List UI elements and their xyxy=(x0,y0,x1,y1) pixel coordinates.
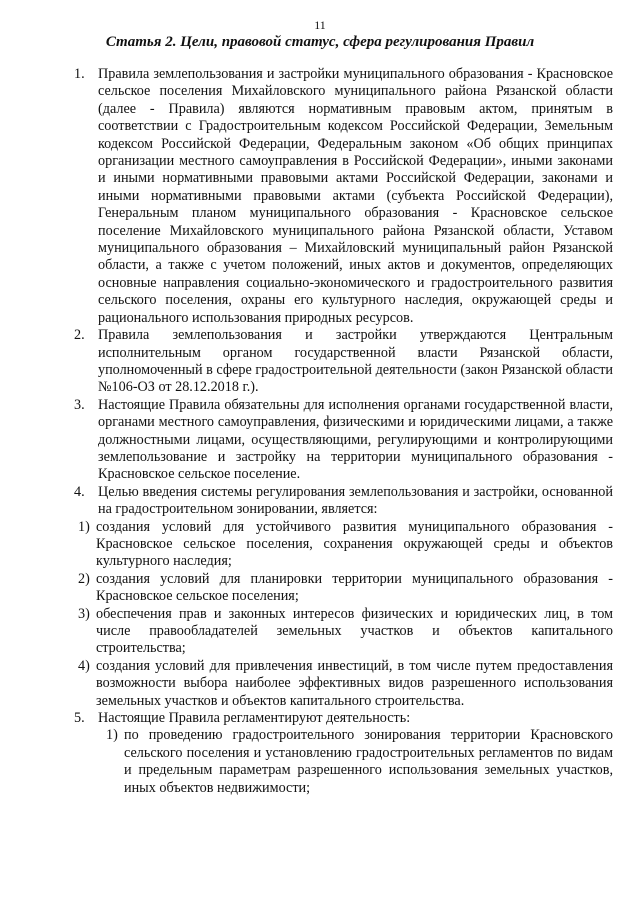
sub-item-number: 3) xyxy=(78,605,90,622)
article-heading: Статья 2. Цели, правовой статус, сфера регулирования Правил xyxy=(105,34,535,50)
list-item-3 xyxy=(74,396,613,484)
sub-list-4 xyxy=(78,519,613,710)
sub-item-text: обеспечения прав и законных интересов физических и юридических лиц, в том числе правообладателей земельных участков и объектов капитального строительства; xyxy=(96,605,613,657)
list-item-1 xyxy=(74,66,613,327)
sub-item-number: 1) xyxy=(106,727,118,744)
item-text: Настоящие Правила обязательны для исполнения органами государственной власти, органами местного самоуправления, физическими и юридическими лицами, а также должностными лицами, осуществляющими, регулирующими и контролирующими землепользование и застройку на территории муниципального образования - Красновское сельское поселение. xyxy=(98,396,613,483)
item-number: 4. xyxy=(74,483,85,500)
sub-item-text: по проведению градостроительного зонирования территории Красновского сельского поселения и установлению градостроительных регламентов по видам и предельным параметрам разрешенного использования земельных участков, иных объектов недвижимости; xyxy=(124,727,613,796)
sub-item-4-3 xyxy=(78,606,613,658)
sub-item-text: создания условий для устойчивого развития муниципального образования - Красновское сельское поселения, сохранения окружающей среды и объектов культурного наследия; xyxy=(96,518,613,570)
sub-item-number: 2) xyxy=(78,570,90,587)
item-text: Правила землепользования и застройки муниципального образования - Красновское сельское поселения Михайловского муниципального района Рязанской области (далее - Правила) являются нормативным правовым актом, принятым в соответствии с Градостроительным кодексом Российской Федерации, Земельным кодексом Российской Федерации, Федеральным законом «Об общих принципах организации местного самоуправления в Российской Федерации», иными законами и иными нормативными правовыми актами Российской Федерации, законами и иными нормативными правовыми актами (субъекта Российской Федерации), Генеральным планом муниципального образования - Красновское сельское поселение Михайловского муниципального района Рязанской области, Уставом муниципального образования – Михайловский муниципальный район Рязанской области, а также с учетом положений, иных актов и документов, определяющих основные направления социально-экономического и градостроительного развития сельского поселения, охраны его культурного наследия, окружающей среды и рационального использования природных ресурсов. xyxy=(98,66,613,326)
item-number: 5. xyxy=(74,710,85,727)
page-number: 11 xyxy=(314,18,326,32)
list-item-5 xyxy=(74,710,613,727)
sub-item-number: 1) xyxy=(78,518,90,535)
sub-item-number: 4) xyxy=(78,657,90,674)
sub-item-text: создания условий для привлечения инвестиций, в том числе путем предоставления возможности выбора наиболее эффективных видов разрешенного использования земельных участков и объектов капитального строительства. xyxy=(96,657,613,709)
sub-item-4-2 xyxy=(78,571,613,606)
list-item-4 xyxy=(74,483,613,519)
item-text: Правила землепользования и застройки утверждаются Центральным исполнительным органом государственной власти Рязанской области, уполномоченный в сфере градостроительной деятельности (закон Рязанской области №106-ОЗ от 28.12.2018 г.). xyxy=(98,327,613,396)
item-number: 2. xyxy=(74,327,85,344)
list-item-2 xyxy=(74,327,613,397)
item-text: Целью введения системы регулирования землепользования и застройки, основанной на градостроительном зонировании, является: xyxy=(98,483,613,518)
sub-list-5 xyxy=(78,727,613,797)
item-number: 3. xyxy=(74,396,85,413)
sub-item-5-1 xyxy=(106,727,613,797)
sub-item-text: создания условий для планировки территории муниципального образования - Красновское сельское поселения; xyxy=(96,570,613,605)
document-body xyxy=(74,66,613,797)
item-number: 1. xyxy=(74,66,85,82)
item-text: Настоящие Правила регламентируют деятельность: xyxy=(98,710,411,727)
sub-item-4-1 xyxy=(78,519,613,571)
sub-item-4-4 xyxy=(78,658,613,710)
